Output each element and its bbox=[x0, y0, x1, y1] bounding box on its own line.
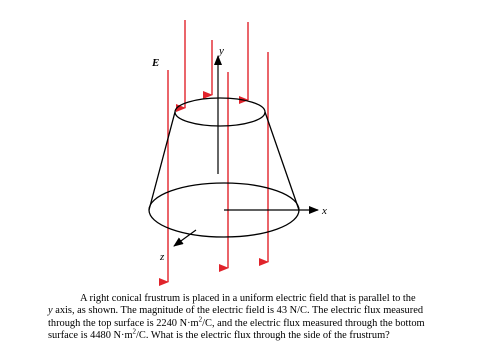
frustum-right-side bbox=[265, 112, 299, 210]
problem-line-2: y axis, as shown. The magnitude of the electric field is 43 N/C. The electric flux measured bbox=[48, 305, 424, 317]
z-axis-label: z bbox=[160, 251, 165, 263]
field-label: E bbox=[152, 57, 160, 69]
z-axis bbox=[174, 230, 196, 246]
frustum bbox=[149, 98, 299, 237]
y-axis-label: y bbox=[219, 45, 224, 57]
problem-line-4: surface is 4480 $N\cdot m^2/C$. What is the electric flux through the side of the frustrum? bbox=[48, 327, 390, 342]
problem-line-1: A right conical frustrum is placed in a uniform electric field that is parallel to the bbox=[80, 293, 416, 304]
problem-text bbox=[48, 293, 473, 343]
x-axis-label: x bbox=[322, 205, 327, 217]
frustum-top-surface bbox=[175, 98, 265, 126]
problem-line-3: through the top surface is 2240 $N\cdot m^2/C$, and the electric flux measured through the bottom bbox=[48, 315, 425, 329]
